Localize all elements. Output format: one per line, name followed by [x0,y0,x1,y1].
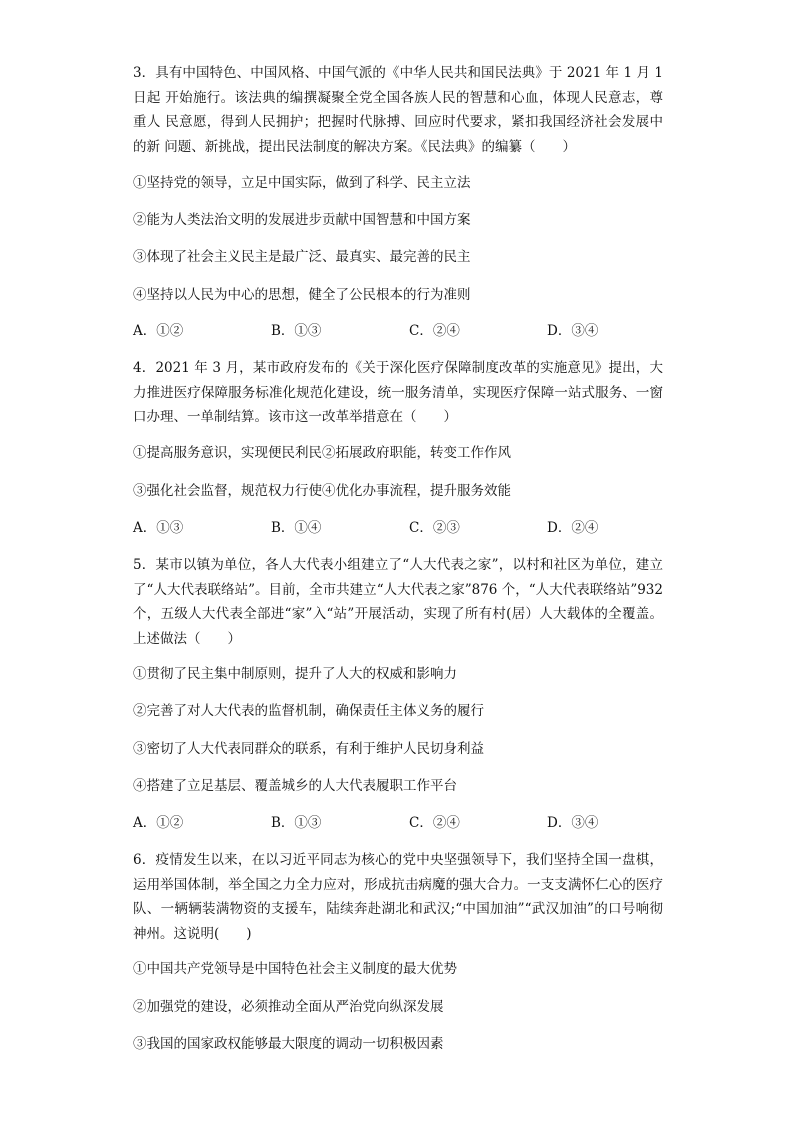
question-3-option-2: ②能为人类法治文明的发展进步贡献中国智慧和中国方案 [133,212,471,228]
question-4-option-1: ①提高服务意识，实现便民利民②拓展政府职能，转变工作作风 [133,445,511,461]
question-4-choices [133,519,663,537]
question-3-choice-a[interactable]: A．①② [133,323,184,339]
question-4 [133,356,663,430]
question-3-choices [133,322,663,340]
question-3-option-4: ④坚持以人民为中心的思想，健全了公民根本的行为准则 [133,287,471,303]
question-3-choice-b[interactable]: B．①③ [271,323,322,339]
question-3-choice-c[interactable]: C．②④ [409,323,460,339]
question-3-choice-d[interactable]: D．③④ [547,323,599,339]
question-5-option-3: ③密切了人大代表同群众的联系，有利于维护人民切身利益 [133,741,484,757]
question-5-option-2: ②完善了对人大代表的监督机制，确保责任主体义务的履行 [133,703,484,719]
question-3-option-3: ③体现了社会主义民主是最广泛、最真实、最完善的民主 [133,249,471,265]
question-5-choices [133,814,663,832]
question-6-stem: 6．疫情发生以来，在以习近平同志为核心的党中央坚强领导下，我们坚持全国一盘棋，运用举国体制，举全国之力全力应对，形成抗击病魔的强大合力。一支支满怀仁心的医疗队、一辆辆装满物资的支援车，陆续奔赴湖北和武汉;“中国加油”“武汉加油”的口号响彻神州。这说明( ) [133,852,663,942]
question-4-stem: 4．2021 年 3 月，某市政府发布的《关于深化医疗保障制度改革的实施意见》提出，大力推进医疗保障服务标准化规范化建设，统一服务清单，实现医疗保障一站式服务、一窗口办理、一单制结算。该市这一改革举措意在（ ） [133,360,663,425]
question-5-choice-a[interactable]: A．①② [133,815,184,831]
question-4-choice-c[interactable]: C．②③ [409,520,460,536]
question-6-option-1: ①中国共产党领导是中国特色社会主义制度的最大优势 [133,961,457,977]
question-5-option-1: ①贯彻了民主集中制原则，提升了人大的权威和影响力 [133,666,457,682]
question-6 [133,848,663,946]
question-3-option-1: ①坚持党的领导，立足中国实际，做到了科学、民主立法 [133,175,471,191]
question-5-choice-c[interactable]: C．②④ [409,815,460,831]
question-3 [133,61,663,159]
question-3-stem: 3．具有中国特色、中国风格、中国气派的《中华人民共和国民法典》于 2021 年 1 月 1 日起 开始施行。该法典的编撰凝聚全党全国各族人民的智慧和心血，体现人民意志，尊重人 民意愿，得到人民拥护；把握时代脉搏、回应时代要求，紧扣我国经济社会发展中的新 问题、新挑战，提出民法制度的解决方案。《民法典》的编纂（ ） [133,65,663,155]
question-5-choice-d[interactable]: D．③④ [547,815,599,831]
question-5-stem: 5．某市以镇为单位，各人大代表小组建立了“人大代表之家”，以村和社区为单位，建立了“人大代表联络站”。目前，全市共建立“人大代表之家”876 个，“人大代表联络站”932 个，五级人大代表全部进“家”入“站”开展活动，实现了所有村(居）人大载体的全覆盖。上述做法（ ） [133,557,663,647]
question-5-option-4: ④搭建了立足基层、覆盖城乡的人大代表履职工作平台 [133,778,457,794]
question-4-option-2: ③强化社会监督，规范权力行使④优化办事流程，提升服务效能 [133,483,511,499]
question-4-choice-a[interactable]: A．①③ [133,520,184,536]
question-6-option-2: ②加强党的建设，必须推动全面从严治党向纵深发展 [133,999,444,1015]
question-6-option-3: ③我国的国家政权能够最大限度的调动一切积极因素 [133,1036,444,1052]
question-5 [133,553,663,651]
question-5-choice-b[interactable]: B．①③ [271,815,322,831]
question-4-choice-b[interactable]: B．①④ [271,520,322,536]
question-4-choice-d[interactable]: D．②④ [547,520,599,536]
